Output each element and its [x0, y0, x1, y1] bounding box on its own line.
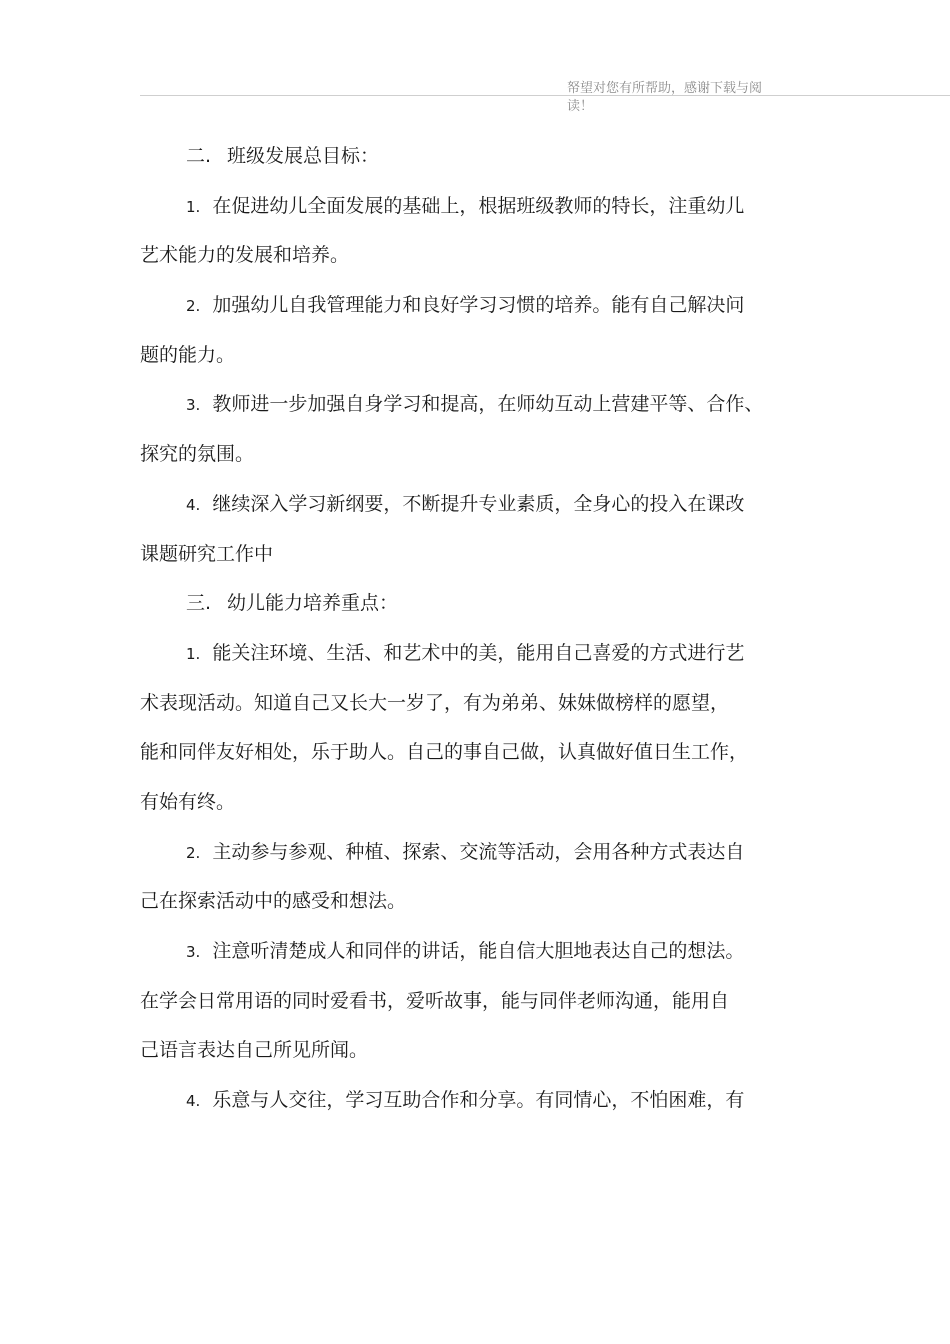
item-number: 3. [186, 396, 201, 415]
item-number: 4. [186, 1092, 201, 1111]
section-marker: 二. [186, 145, 212, 167]
paragraph-line [140, 182, 840, 232]
paragraph-line [140, 828, 840, 878]
paragraph-text: 加强幼儿自我管理能力和良好学习习惯的培养。能有自己解决问 [212, 294, 745, 317]
paragraph-line: 己语言表达自己所见所闻。 [140, 1039, 369, 1062]
paragraph-line: 有始有终。 [140, 790, 236, 813]
paragraph-text: 能关注环境、生活、和艺术中的美，能用自己喜爱的方式进行艺 [212, 641, 745, 664]
paragraph-line [140, 629, 840, 679]
paragraph-line [140, 1076, 840, 1126]
paragraph-text: 主动参与参观、种植、探索、交流等活动，会用各种方式表达自 [212, 840, 745, 863]
item-number: 3. [186, 943, 201, 961]
header-note-line-2: 读！ [567, 99, 594, 114]
section-heading-3 [140, 579, 840, 629]
paragraph-line [140, 480, 840, 530]
paragraph-text: 教师进一步加强自身学习和提高，在师幼互动上营建平等、合作、 [212, 393, 764, 416]
section-marker: 三. [186, 592, 212, 615]
item-number: 2. [186, 843, 201, 862]
paragraph-text: 乐意与人交往，学习互助合作和分享。有同情心，不怕困难，有 [212, 1089, 745, 1112]
section-heading-2 [140, 132, 840, 182]
paragraph-line: 课题研究工作中 [140, 542, 274, 565]
paragraph-line: 能和同伴友好相处，乐于助人。自己的事自己做，认真做好值日生工作， [140, 741, 749, 764]
item-number: 2. [186, 297, 201, 316]
paragraph-line [140, 380, 840, 430]
paragraph-line [140, 927, 840, 977]
paragraph-line: 探究的氛围。 [140, 443, 255, 466]
paragraph-line [140, 281, 840, 331]
header-note [567, 80, 807, 116]
paragraph-text: 继续深入学习新纲要，不断提升专业素质，全身心的投入在课改 [212, 492, 745, 515]
header-divider [140, 95, 950, 96]
paragraph-line: 题的能力。 [140, 343, 236, 366]
paragraph-text: 在促进幼儿全面发展的基础上，根据班级教师的特长，注重幼儿 [212, 194, 745, 217]
header-note-line-1: 帑望对您有所帮助，感谢下载与阅 [567, 81, 763, 96]
section-title: 班级发展总目标： [227, 145, 380, 167]
item-number: 1. [186, 197, 201, 216]
document-body [140, 132, 840, 1126]
paragraph-line: 己在探索活动中的感受和想法。 [140, 890, 407, 913]
paragraph-line: 在学会日常用语的同时爱看书，爱听故事，能与同伴老师沟通，能用自 [140, 989, 730, 1012]
paragraph-line: 艺术能力的发展和培养。 [140, 244, 350, 267]
paragraph-line: 术表现活动。知道自己又长大一岁了，有为弟弟、妹妹做榜样的愿望， [140, 691, 730, 714]
item-number: 4. [186, 495, 201, 514]
item-number: 1. [186, 644, 201, 663]
paragraph-text: 注意听清楚成人和同伴的讲话，能自信大胆地表达自己的想法。 [212, 940, 745, 962]
section-title: 幼儿能力培养重点： [227, 592, 399, 615]
